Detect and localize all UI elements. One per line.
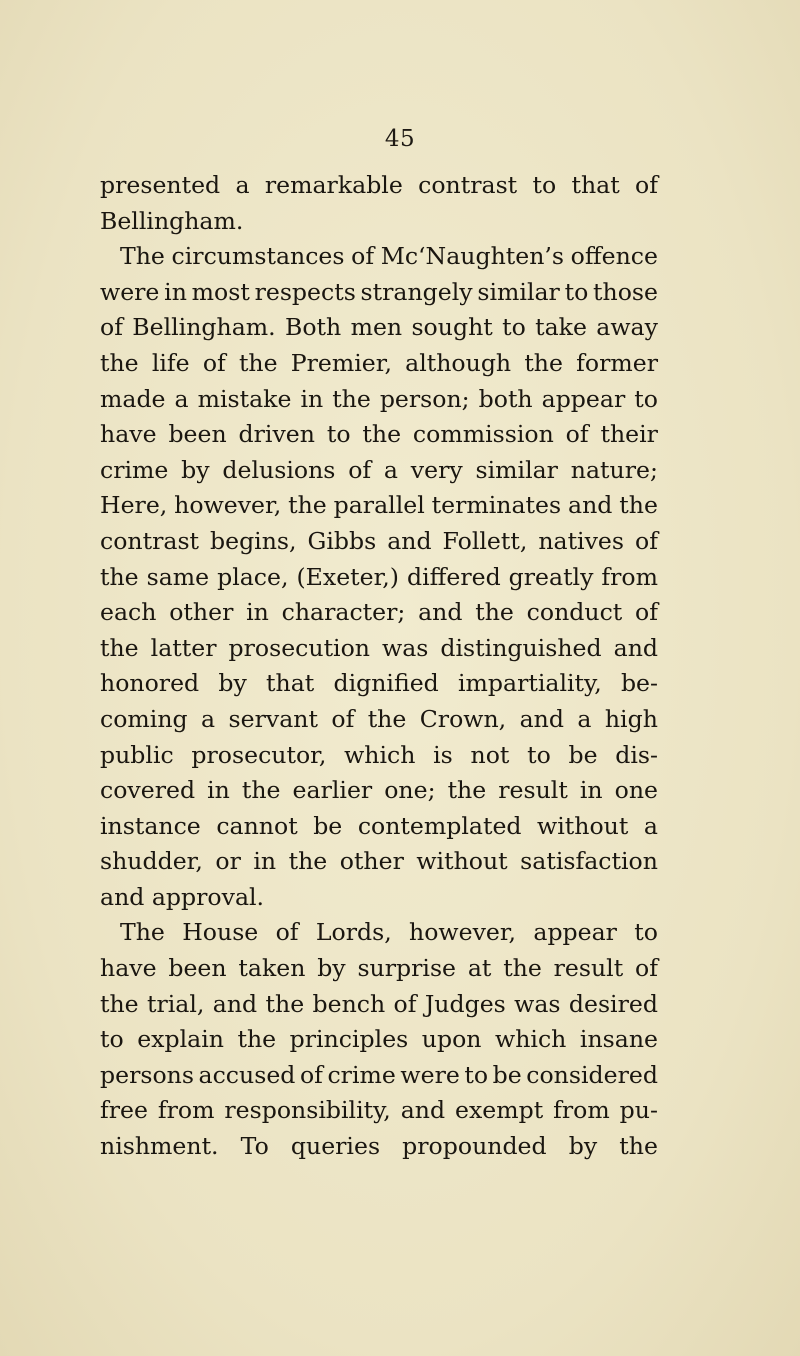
text-line: made a mistake in the person; both appear to — [100, 384, 658, 413]
text-line: the same place, (Exeter,) differed greatly from — [100, 562, 658, 591]
text-line: Here, however, the parallel terminates and the — [100, 491, 658, 520]
text-line: nishment. To queries propounded by the — [100, 1132, 658, 1161]
text-line: have been taken by surprise at the result of — [100, 954, 658, 983]
text-line: public prosecutor, which is not to be dis- — [100, 740, 658, 769]
text-line: the life of the Premier, although the former — [100, 348, 658, 377]
text-line: persons accused of crime were to be considered — [100, 1060, 658, 1089]
text-line: each other in character; and the conduct of — [100, 598, 658, 627]
text-line: coming a servant of the Crown, and a high — [100, 704, 658, 733]
text-line: shudder, or in the other without satisfaction — [100, 847, 658, 876]
text-line: Bellingham. — [100, 206, 244, 235]
text-line: have been driven to the commission of their — [100, 420, 658, 449]
text-line: the trial, and the bench of Judges was desired — [100, 989, 658, 1018]
text-line: were in most respects strangely similar to those — [100, 277, 658, 306]
text-line: to explain the principles upon which insane — [100, 1025, 658, 1054]
text-line: honored by that dignified impartiality, be- — [100, 669, 658, 698]
text-line: The House of Lords, however, appear to — [120, 918, 658, 947]
text-line: the latter prosecution was distinguished and — [100, 633, 658, 662]
text-line: contrast begins, Gibbs and Follett, natives of — [100, 526, 658, 555]
page-number: 45 — [384, 126, 416, 152]
body-text — [100, 168, 658, 1165]
text-line: and approval. — [100, 882, 265, 911]
text-line: presented a remarkable contrast to that of — [100, 171, 658, 199]
text-line: instance cannot be contemplated without a — [100, 811, 658, 840]
text-line: free from responsibility, and exempt from pu- — [100, 1096, 658, 1125]
text-line: of Bellingham. Both men sought to take away — [100, 313, 658, 342]
text-line: covered in the earlier one; the result in one — [100, 776, 658, 805]
text-line: The circumstances of Mc‘Naughten’s offence — [120, 242, 658, 271]
text-line: crime by delusions of a very similar nature; — [100, 455, 658, 484]
